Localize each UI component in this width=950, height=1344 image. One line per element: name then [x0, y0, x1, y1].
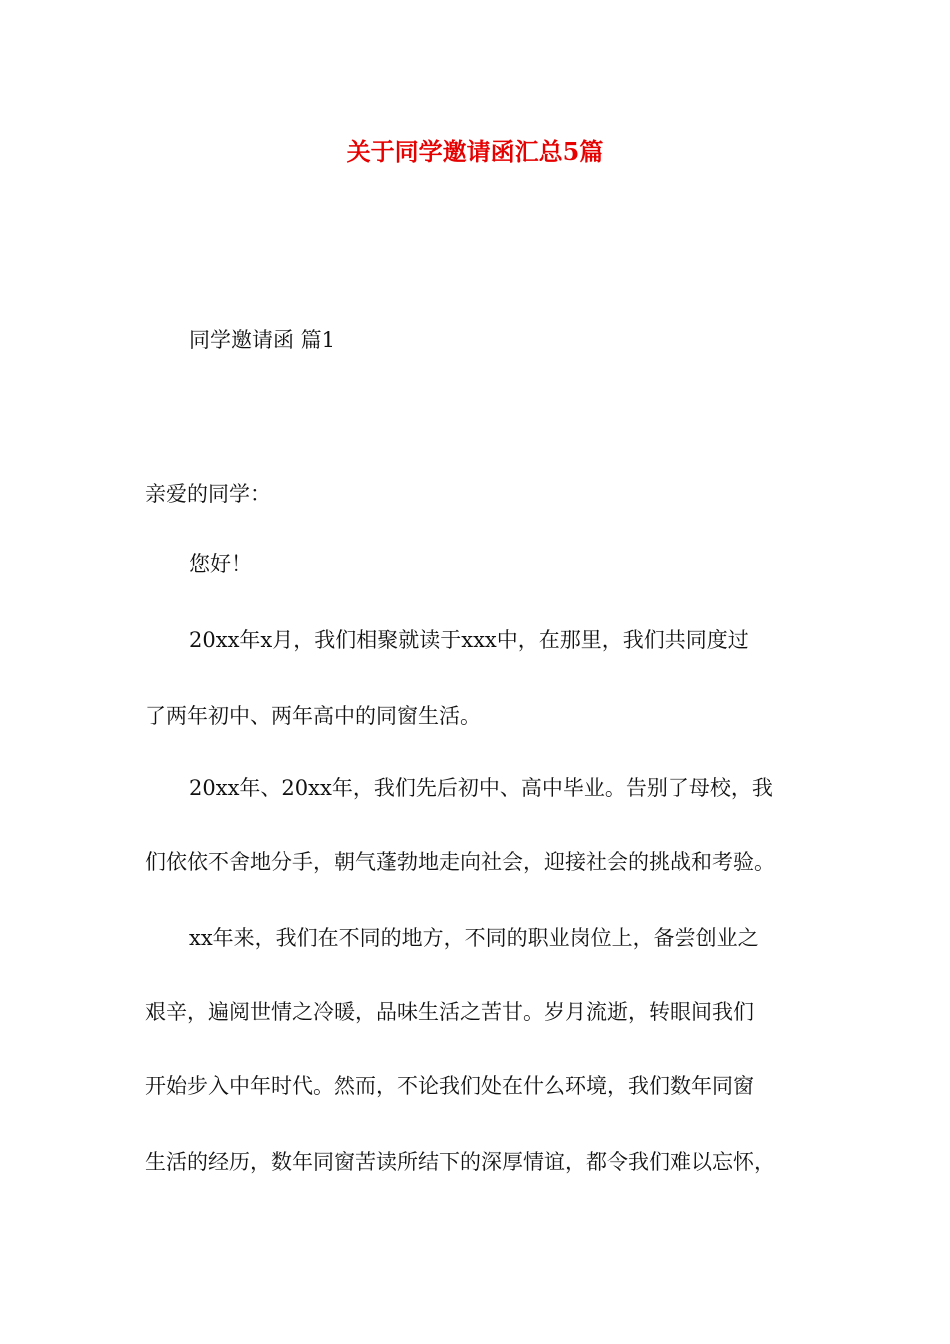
paragraph-line: 20xx年x月，我们相聚就读于xxx中，在那里，我们共同度过: [189, 628, 749, 652]
document-title: 关于同学邀请函汇总5篇: [346, 137, 604, 166]
paragraph-line: xx年来，我们在不同的地方，不同的职业岗位上，备尝创业之: [189, 926, 759, 950]
paragraph-line: 20xx年、20xx年，我们先后初中、高中毕业。告别了母校，我: [189, 776, 773, 800]
greeting: 您好！: [189, 552, 252, 576]
section-heading: 同学邀请函 篇1: [189, 328, 336, 352]
salutation: 亲爱的同学：: [145, 482, 271, 506]
paragraph-line: 了两年初中、两年高中的同窗生活。: [145, 704, 481, 728]
paragraph-line: 生活的经历，数年同窗苦读所结下的深厚情谊，都令我们难以忘怀，: [145, 1150, 775, 1174]
paragraph-line: 艰辛，遍阅世情之冷暖，品味生活之苦甘。岁月流逝，转眼间我们: [145, 1000, 754, 1024]
paragraph-line: 们依依不舍地分手，朝气蓬勃地走向社会，迎接社会的挑战和考验。: [145, 850, 775, 874]
paragraph-line: 开始步入中年时代。然而，不论我们处在什么环境，我们数年同窗: [145, 1074, 754, 1098]
